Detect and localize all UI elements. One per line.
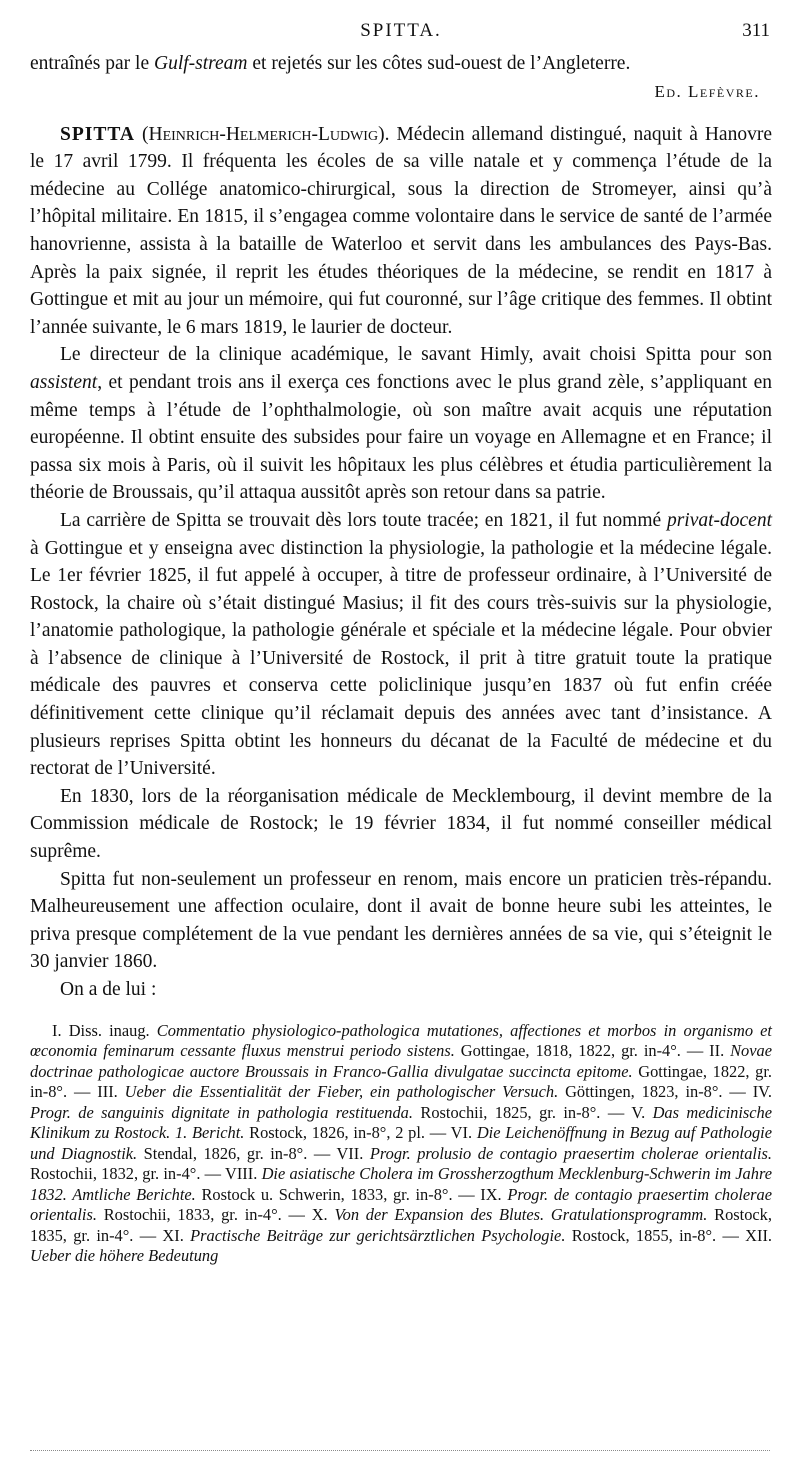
entry-paragraph-1: SPITTA (Heinrich-Helmerich-Ludwig). Médecin allemand distingué, naquit à Hanovre le 17 avril 1799. Il fréquenta les écoles de sa ville natale et y commença l’étude de la médecine au Collége anatomico-chirurgical, sous la direction de Stromeyer, ainsi qu’à l’hôpital militaire. En 1815, il s’engagea comme volontaire dans le service de santé de l’armée hanovrienne, assista à la bataille de Waterloo et servit dans les ambulances des Pays-Bas. Après la paix signée, il reprit les études théoriques de la médecine, se rendit en 1817 à Gottingue et mit au jour un mémoire, qui fut couronné, sur l’âge critique des femmes. Il obtint l’année suivante, le 6 mars 1819, le laurier de docteur. bbox=[30, 123, 772, 338]
page-header bbox=[30, 20, 772, 50]
document-page bbox=[30, 20, 772, 1267]
entry-headword: SPITTA bbox=[60, 123, 135, 145]
continuation-paragraph: entraînés par le Gulf-stream et rejetés sur les côtes sud-ouest de l’Angleterre. bbox=[30, 53, 631, 74]
bib-item: X. Von der Expansion des Blutes. Gratulationsprogramm. Rostock, 1835, gr. in-4°. — bbox=[30, 1205, 772, 1245]
entry-paragraph-2: Le directeur de la clinique académique, le savant Himly, avait choisi Spitta pour son assistent, et pendant trois ans il exerça ces fonctions avec le plus grand zèle, s’appliquant en même temps à l’étude de l’ophthalmologie, où son maître avait acquis une réputation européenne. Il obtint ensuite des subsides pour faire un voyage en Allemagne et en France; il passa six mois à Paris, où il suivit les hôpitaux les plus célèbres et étudia particulièrement la théorie de Broussais, qu’il attaqua aussitôt après son retour dans sa patrie. bbox=[30, 344, 772, 504]
assistent-term: assistent bbox=[30, 371, 98, 393]
bib-item: III. Ueber die Essentialität der Fieber, ein pathologischer Versuch. Göttingen, 1823, in-8°. — bbox=[97, 1082, 753, 1102]
bib-item: IX. Progr. de contagio praesertim cholerae orientalis. Rostochii, 1833, gr. in-4°. — bbox=[30, 1184, 772, 1225]
article-body bbox=[30, 50, 772, 1004]
bib-item: VI. Die Leichenöffnung in Bezug auf Pathologie und Diagnostik. Stendal, 1826, gr. in-8°. — bbox=[30, 1123, 772, 1163]
page-number: 311 bbox=[742, 20, 770, 41]
bib-item: II. Novae doctrinae pathologicae auctore Broussais in Franco-Gallia divulgatae succincta epitome. Gottingae, 1822, gr. in-8°. — bbox=[30, 1041, 772, 1102]
entry-paragraph-3: La carrière de Spitta se trouvait dès lors toute tracée; en 1821, il fut nommé privat-docent à Gottingue et y enseigna avec distinction la physiologie, la pathologie et la médecine légale. Le 1er février 1825, il fut appelé à occuper, à titre de professeur ordinaire, à l’Université de Rostock, la chaire où s’était distingué Masius; il fit des cours très-suivis sur la physiologie, l’anatomie pathologique, la pathologie générale et spéciale et la médecine légale. Pour obvier à l’absence de clinique à l’Université de Rostock, il prit à titre gratuit toute la pratique médicale des pauvres et conserva cette policlinique jusqu’en 1837 où fut enfin créée définitivement cette clinique qu’il réclamait depuis des années avec tant d’insistance. A plusieurs reprises Spitta obtint les honneurs du décanat de la Faculté de médecine et du rectorat de l’Université. bbox=[30, 509, 772, 780]
bibliography-list bbox=[30, 1021, 772, 1267]
entry-paragraph-4: En 1830, lors de la réorganisation médicale de Mecklembourg, il devint membre de la Commission médicale de Rostock; le 19 février 1834, il fut nommé conseiller médical suprême. bbox=[30, 785, 772, 863]
gulf-stream-term: Gulf-stream bbox=[153, 53, 248, 74]
bib-item: I. Diss. inaug. Commentatio physiologico-pathologica mutationes, affectiones et morbos in organismo et œconomia feminarum cessante fluxus menstrui periodo sistens. Gottingae, 1818, 1822, gr. in-4°. — bbox=[30, 1020, 772, 1061]
entry-paragraph-6: On a de lui : bbox=[60, 979, 157, 1000]
entry-given-names: Heinrich-Helmerich-Ludwig bbox=[148, 123, 379, 145]
entry-paragraph-5: Spitta fut non-seulement un professeur en renom, mais encore un praticien très-répandu. Malheureusement une affection oculaire, dont il avait de bonne heure subi les atteintes, le priva presque complétement de la vue pendant les dernières années de sa vie, qui s’éteignit le 30 janvier 1860. bbox=[30, 868, 772, 973]
footer-dotted-rule bbox=[30, 1450, 770, 1451]
privat-docent-term: privat-docent bbox=[666, 509, 772, 531]
bib-item: VIII. Die asiatische Cholera im Grossherzogthum Mecklenburg-Schwerin im Jahre 1832. Amtliche Berichte. Rostock u. Schwerin, 1833, gr. in-8°. — bbox=[30, 1164, 772, 1204]
bib-item: XI. Practische Beiträge zur gerichtsärztlichen Psychologie. Rostock, 1855, in-8°. — bbox=[162, 1225, 746, 1245]
bib-item: VII. Progr. prolusio de contagio praesertim cholerae orientalis. Rostochii, 1832, gr. in-4°. — bbox=[30, 1143, 772, 1184]
author-signature: Ed. Lefèvre. bbox=[654, 81, 760, 101]
bib-item: XII. Ueber die höhere Bedeutung bbox=[30, 1225, 773, 1266]
bibliography bbox=[30, 1021, 772, 1267]
bib-item: V. Das medicinische Klinikum zu Rostock. 1. Bericht. Rostock, 1826, in-8°, 2 pl. — bbox=[30, 1102, 772, 1143]
bib-item: IV. Progr. de sanguinis dignitate in pathologia restituenda. Rostochii, 1825, gr. in-8°. — bbox=[30, 1082, 772, 1122]
running-title: SPITTA. bbox=[360, 20, 442, 41]
